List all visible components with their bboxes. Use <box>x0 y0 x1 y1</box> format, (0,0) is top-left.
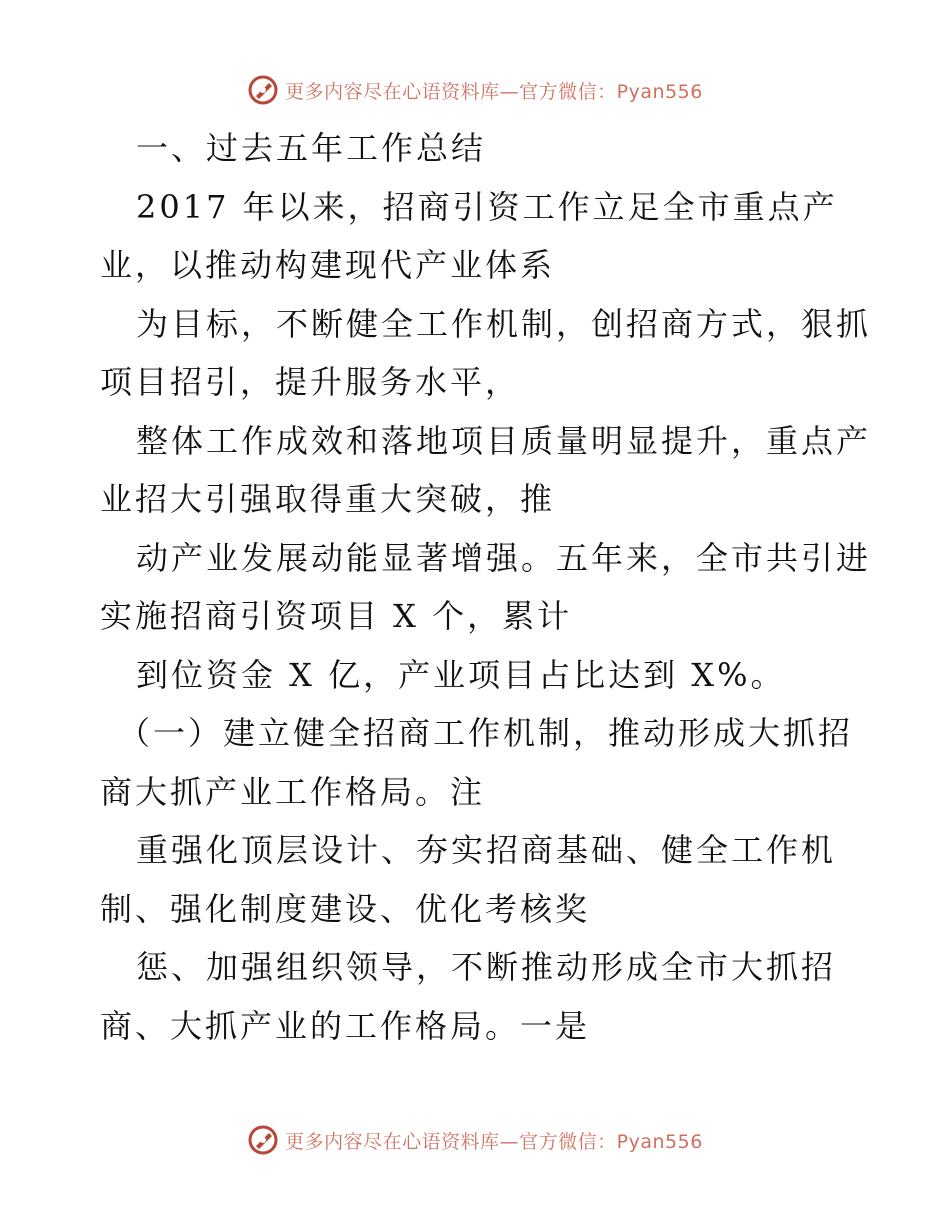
paragraph-line: 惩、加强组织领导，不断推动形成全市大抓招 <box>136 948 837 986</box>
paragraph-line: 商大抓产业工作格局。注 <box>100 773 486 811</box>
section-heading: 一、过去五年工作总结 <box>136 129 487 167</box>
paragraph-line: 为目标，不断健全工作机制，创招商方式，狠抓 <box>136 305 872 343</box>
paragraph-line: 业招大引强取得重大突破，推 <box>100 480 556 518</box>
paragraph-line: 制、强化制度建设、优化考核奖 <box>100 890 591 928</box>
paragraph-line: 动产业发展动能显著增强。五年来，全市共引进 <box>136 539 872 577</box>
paragraph-line: 整体工作成效和落地项目质量明显提升，重点产 <box>136 422 872 460</box>
subsection-heading: （一）建立健全招商工作机制，推动形成大抓招 <box>118 714 854 752</box>
paragraph-line: 到位资金 X 亿，产业项目占比达到 X%。 <box>136 656 786 694</box>
header-watermark <box>0 70 950 110</box>
paragraph-line: 商、大抓产业的工作格局。一是 <box>100 1007 591 1045</box>
paragraph-line: 实施招商引资项目 X 个，累计 <box>100 597 573 635</box>
paragraph-line: 2017 年以来，招商引资工作立足全市重点产 <box>136 188 838 226</box>
watermark-text: 更多内容尽在心语资料库—官方微信：Pyan556 <box>285 80 703 103</box>
watermark-text: 更多内容尽在心语资料库—官方微信：Pyan556 <box>285 1130 703 1153</box>
logo-icon <box>247 1124 279 1156</box>
footer-watermark <box>0 1120 950 1160</box>
paragraph-line: 项目招引，提升服务水平， <box>100 363 521 401</box>
paragraph-line: 业，以推动构建现代产业体系 <box>100 246 556 284</box>
paragraph-line: 重强化顶层设计、夯实招商基础、健全工作机 <box>136 831 837 869</box>
logo-icon <box>247 74 279 106</box>
